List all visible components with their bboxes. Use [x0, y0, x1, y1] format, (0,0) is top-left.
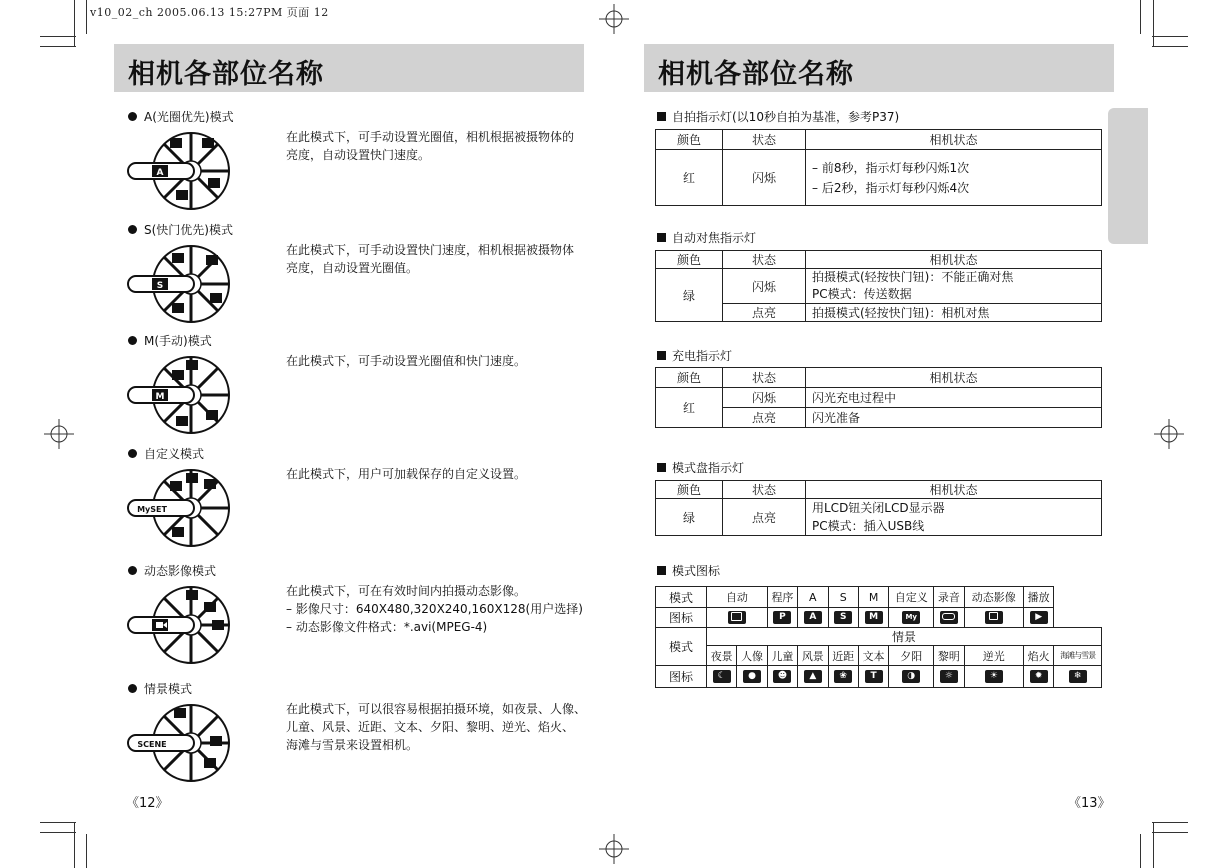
program-icon: P [773, 611, 791, 624]
scene-backlight: 逆光 [964, 646, 1023, 666]
header-camera-status: 相机状态 [806, 251, 1102, 269]
children-icon: ☻ [773, 670, 791, 683]
header-color: 颜色 [656, 130, 723, 150]
fireworks-icon: ✹ [1030, 670, 1048, 683]
mode-myset-description: 在此模式下，用户可加载保存的自定义设置。 [286, 467, 527, 481]
dawn-icon: ☼ [940, 670, 958, 683]
movie-icon [985, 611, 1003, 624]
af-lamp-title: 自动对焦指示灯 [657, 229, 756, 246]
svg-text:SCENE: SCENE [137, 740, 167, 749]
lamp-state: 闪烁 [723, 150, 806, 206]
lamp-state-blink: 闪烁 [723, 388, 806, 408]
lamp-camera-status: – 前8秒，指示灯每秒闪烁1次 – 后2秒，指示灯每秒闪烁4次 [806, 150, 1102, 206]
header-color: 颜色 [656, 481, 723, 499]
mode-row-label: 模式 [656, 587, 707, 608]
lamp-color: 绿 [656, 269, 723, 322]
mode-dial-scene-icon [124, 700, 234, 790]
scene-landscape: 风景 [798, 646, 828, 666]
registration-mark-bottom [599, 834, 629, 864]
beach-snow-icon: ❄ [1069, 670, 1087, 683]
lamp-color: 绿 [656, 499, 723, 536]
mode-voice: 录音 [934, 587, 964, 608]
mode-movie-title: 动态影像模式 [128, 562, 216, 579]
shutter-priority-icon: S [834, 611, 852, 624]
mode-icons-title: 模式图标 [657, 562, 720, 579]
right-page-title: 相机各部位名称 [644, 44, 1114, 92]
text-icon: T [865, 670, 883, 683]
mode-dial-myset-icon [124, 465, 234, 555]
scene-icon-row-label: 图标 [656, 666, 707, 688]
header-color: 颜色 [656, 368, 723, 388]
charge-lamp-title: 充电指示灯 [657, 347, 732, 364]
lamp-color: 红 [656, 388, 723, 428]
myset-icon: My [902, 611, 920, 624]
mode-s-description: 在此模式下，可手动设置快门速度，相机根据被摄物体 亮度，自动设置光圈值。 [286, 243, 575, 275]
mode-m: M [858, 587, 888, 608]
right-page-number: 《13》 [1068, 796, 1111, 811]
header-camera-status: 相机状态 [806, 481, 1102, 499]
scene-portrait: 人像 [737, 646, 767, 666]
mode-scene-description: 在此模式下，可以很容易根据拍摄环境，如夜景、人像、 儿童、风景、近距、文本、夕阳、黎明、逆光、焰火、 海滩与雪景来设置相机。 [286, 702, 587, 752]
mode-s: S [828, 587, 858, 608]
left-page-title: 相机各部位名称 [114, 44, 584, 92]
mode-auto: 自动 [707, 587, 768, 608]
mode-myset: 自定义 [889, 587, 934, 608]
mode-movie-description: 在此模式下，可在有效时间内拍摄动态影像。 – 影像尺寸：640X480,320X240,160X128(用户选择) – 动态影像文件格式：*.avi(MPEG-4) [286, 584, 583, 634]
mode-dial-a-icon [124, 128, 234, 218]
lamp-status-on: 拍摄模式(轻按快门钮)：相机对焦 [806, 304, 1102, 322]
scene-dawn: 黎明 [934, 646, 964, 666]
mode-s-title: S(快门优先)模式 [128, 221, 233, 238]
scene-night: 夜景 [707, 646, 737, 666]
mode-scene-title: 情景模式 [128, 680, 192, 697]
side-tab [1108, 108, 1148, 244]
mode-a-title: A(光圈优先)模式 [128, 108, 234, 125]
backlight-icon: ☀ [985, 670, 1003, 683]
landscape-icon: ▲ [804, 670, 822, 683]
registration-mark-left [44, 419, 74, 449]
lamp-status-blink: 拍摄模式(轻按快门钮)：不能正确对焦 PC模式：传送数据 [806, 269, 1102, 304]
header-camera-status: 相机状态 [806, 130, 1102, 150]
header-state: 状态 [723, 481, 806, 499]
night-icon: ☾ [713, 670, 731, 683]
header-state: 状态 [723, 368, 806, 388]
header-color: 颜色 [656, 251, 723, 269]
print-header: v10_02_ch 2005.06.13 15:27PM 页面 12 [90, 6, 329, 19]
lamp-camera-status: 用LCD钮关闭LCD显示器 PC模式：插入USB线 [806, 499, 1102, 536]
lamp-state: 点亮 [723, 499, 806, 536]
svg-text:MySET: MySET [137, 505, 167, 514]
lamp-state-on: 点亮 [723, 304, 806, 322]
mode-dial-m-icon [124, 352, 234, 442]
mode-movie: 动态影像 [964, 587, 1023, 608]
self-timer-lamp-table [655, 129, 1102, 206]
scene-macro: 近距 [828, 646, 858, 666]
mode-icons-table [655, 586, 1102, 688]
mode-dial-movie-icon [124, 582, 234, 672]
scene-beach-snow: 海滩与雪景 [1054, 646, 1102, 666]
header-state: 状态 [723, 251, 806, 269]
voice-icon [940, 611, 958, 624]
registration-mark-right [1154, 419, 1184, 449]
camera-icon [728, 611, 746, 624]
scene-fireworks: 焰火 [1023, 646, 1053, 666]
af-lamp-table [655, 250, 1102, 322]
mode-m-description: 在此模式下，可手动设置光圈值和快门速度。 [286, 354, 527, 368]
lamp-status-blink: 闪光充电过程中 [806, 388, 1102, 408]
scene-sunset: 夕阳 [889, 646, 934, 666]
mode-a: A [798, 587, 828, 608]
lamp-status-on: 闪光准备 [806, 408, 1102, 428]
aperture-priority-icon: A [804, 611, 822, 624]
scene-label: 情景 [707, 628, 1102, 646]
header-state: 状态 [723, 130, 806, 150]
header-camera-status: 相机状态 [806, 368, 1102, 388]
scene-children: 儿童 [767, 646, 797, 666]
left-page-number: 《12》 [126, 796, 169, 811]
mode-m-title: M(手动)模式 [128, 332, 212, 349]
mode-dial-lamp-table [655, 480, 1102, 536]
charge-lamp-table [655, 367, 1102, 428]
mode-play: 播放 [1023, 587, 1053, 608]
scene-text: 文本 [858, 646, 888, 666]
manual-icon: M [865, 611, 883, 624]
self-timer-lamp-title: 自拍指示灯(以10秒自拍为基准，参考P37) [657, 108, 899, 125]
play-icon: ▶ [1030, 611, 1048, 624]
macro-icon: ❀ [834, 670, 852, 683]
mode-dial-s-icon [124, 241, 234, 331]
scene-mode-row-label: 模式 [656, 628, 707, 666]
svg-text:M: M [155, 392, 165, 402]
lamp-state-on: 点亮 [723, 408, 806, 428]
registration-mark-top [599, 4, 629, 34]
mode-a-description: 在此模式下，可手动设置光圈值，相机根据被摄物体的 亮度，自动设置快门速度。 [286, 130, 575, 162]
portrait-icon: ● [743, 670, 761, 683]
mode-dial-lamp-title: 模式盘指示灯 [657, 459, 744, 476]
mode-program: 程序 [767, 587, 797, 608]
lamp-color: 红 [656, 150, 723, 206]
svg-text:A: A [156, 168, 164, 178]
lamp-state-blink: 闪烁 [723, 269, 806, 304]
icon-row-label: 图标 [656, 608, 707, 628]
mode-myset-title: 自定义模式 [128, 445, 204, 462]
sunset-icon: ◑ [902, 670, 920, 683]
svg-text:S: S [156, 281, 164, 291]
